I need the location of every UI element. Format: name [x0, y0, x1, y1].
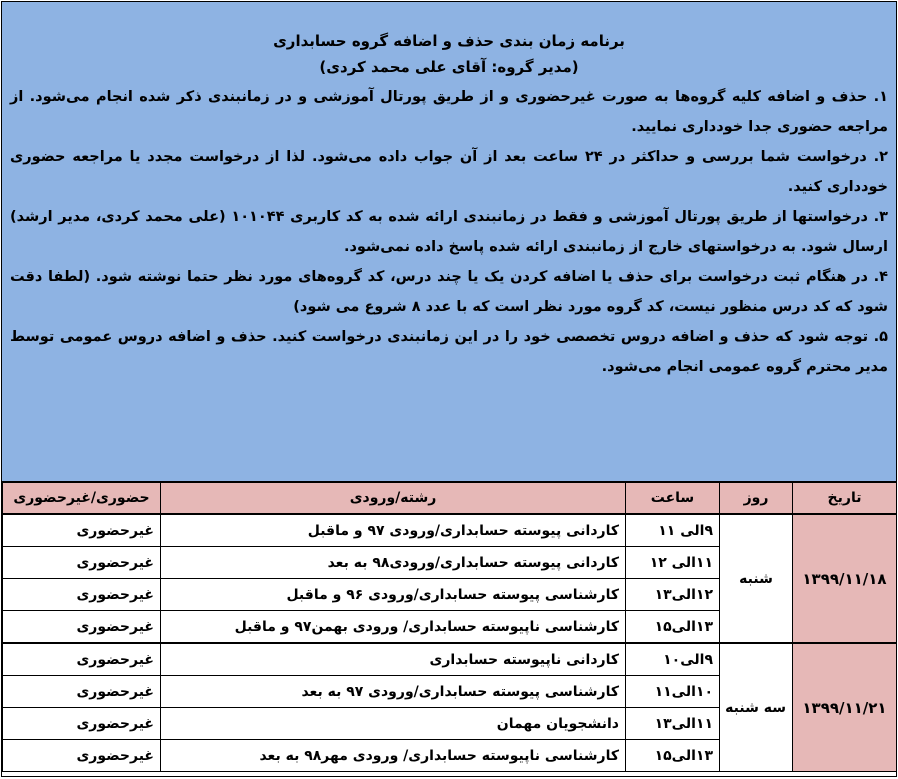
field-cell: کارشناسی پیوسته حسابداری/ورودی ۹۶ و ماقبل [161, 579, 626, 611]
field-cell: کاردانی ناپیوسته حسابداری [161, 643, 626, 676]
field-cell: کارشناسی پیوسته حسابداری/ورودی ۹۷ به بعد [161, 676, 626, 708]
notice-panel [2, 2, 896, 482]
mode-cell: غیرحضوری [3, 547, 161, 579]
header-date: تاریخ [793, 483, 897, 515]
header-time: ساعت [626, 483, 720, 515]
notice-item: ۲. درخواست شما بررسی و حداکثر در ۲۴ ساعت بعد از آن جواب داده می‌شود. لذا از درخواست مجدد یا مراجعه حضوری خودداری کنید. [10, 149, 888, 195]
mode-cell: غیرحضوری [3, 643, 161, 676]
day-cell: سه شنبه [720, 643, 793, 772]
time-cell: ۱۳الی۱۵ [626, 611, 720, 644]
document-sheet [1, 1, 897, 777]
field-cell: کارشناسی ناپیوسته حسابداری/ ورودی بهمن۹۷ و ماقبل [161, 611, 626, 644]
time-cell: ۹الی ۱۱ [626, 514, 720, 547]
notice-item: ۳. درخواستها از طریق پورتال آموزشی و فقط در زمانبندی ارائه شده به کد کاربری ۱۰۱۰۴۴ (علی محمد کردی، مدیر ارشد) ارسال شود. به درخواستهای خارج از زمانبندی ارائه شده پاسخ داده نمی‌شود. [10, 209, 889, 255]
notice-list [10, 82, 888, 382]
time-cell: ۱۲الی۱۳ [626, 579, 720, 611]
mode-cell: غیرحضوری [3, 579, 161, 611]
day-cell: شنبه [720, 514, 793, 643]
time-cell: ۱۱الی ۱۲ [626, 547, 720, 579]
header-mode: حضوری/غیرحضوری [3, 483, 161, 515]
time-cell: ۱۰الی۱۱ [626, 676, 720, 708]
notice-item: ۱. حذف و اضافه کلیه گروه‌ها به صورت غیرحضوری و از طریق پورتال آموزشی و در زمانبندی ذکر شده انجام می‌شود. از مراجعه حضوری جدا خودداری نمایید. [10, 89, 888, 135]
table-row [3, 643, 897, 676]
date-cell: ۱۳۹۹/۱۱/۱۸ [793, 514, 897, 643]
mode-cell: غیرحضوری [3, 708, 161, 740]
field-cell: کارشناسی ناپیوسته حسابداری/ ورودی مهر۹۸ به بعد [161, 740, 626, 772]
field-cell: کاردانی پیوسته حسابداری/ورودی ۹۷ و ماقبل [161, 514, 626, 547]
header-field: رشته/ورودی [161, 483, 626, 515]
notice-title: برنامه زمان بندی حذف و اضافه گروه حسابداری [273, 32, 625, 50]
field-cell: کاردانی پیوسته حسابداری/ورودی۹۸ به بعد [161, 547, 626, 579]
date-cell: ۱۳۹۹/۱۱/۲۱ [793, 643, 897, 772]
notice-subtitle: (مدیر گروه: آقای علی محمد کردی) [319, 58, 579, 76]
time-cell: ۱۳الی۱۵ [626, 740, 720, 772]
mode-cell: غیرحضوری [3, 676, 161, 708]
mode-cell: غیرحضوری [3, 740, 161, 772]
table-header-row [3, 483, 897, 515]
schedule-table [2, 482, 897, 772]
header-day: روز [720, 483, 793, 515]
field-cell: دانشجویان مهمان [161, 708, 626, 740]
mode-cell: غیرحضوری [3, 514, 161, 547]
mode-cell: غیرحضوری [3, 611, 161, 644]
time-cell: ۱۱الی۱۳ [626, 708, 720, 740]
notice-item: ۵. توجه شود که حذف و اضافه دروس تخصصی خود را در این زمانبندی درخواست کنید. حذف و اضافه دروس عمومی توسط مدیر محترم گروه عمومی انجام می‌شود. [10, 329, 888, 375]
time-cell: ۹الی۱۰ [626, 643, 720, 676]
table-row [3, 514, 897, 547]
notice-item: ۴. در هنگام ثبت درخواست برای حذف یا اضافه کردن یک یا چند درس، کد گروه‌های مورد نظر حتما نوشته شود. (لطفا دقت شود که کد درس منظور نیست، کد گروه مورد نظر است که با عدد ۸ شروع می شود) [10, 269, 888, 315]
